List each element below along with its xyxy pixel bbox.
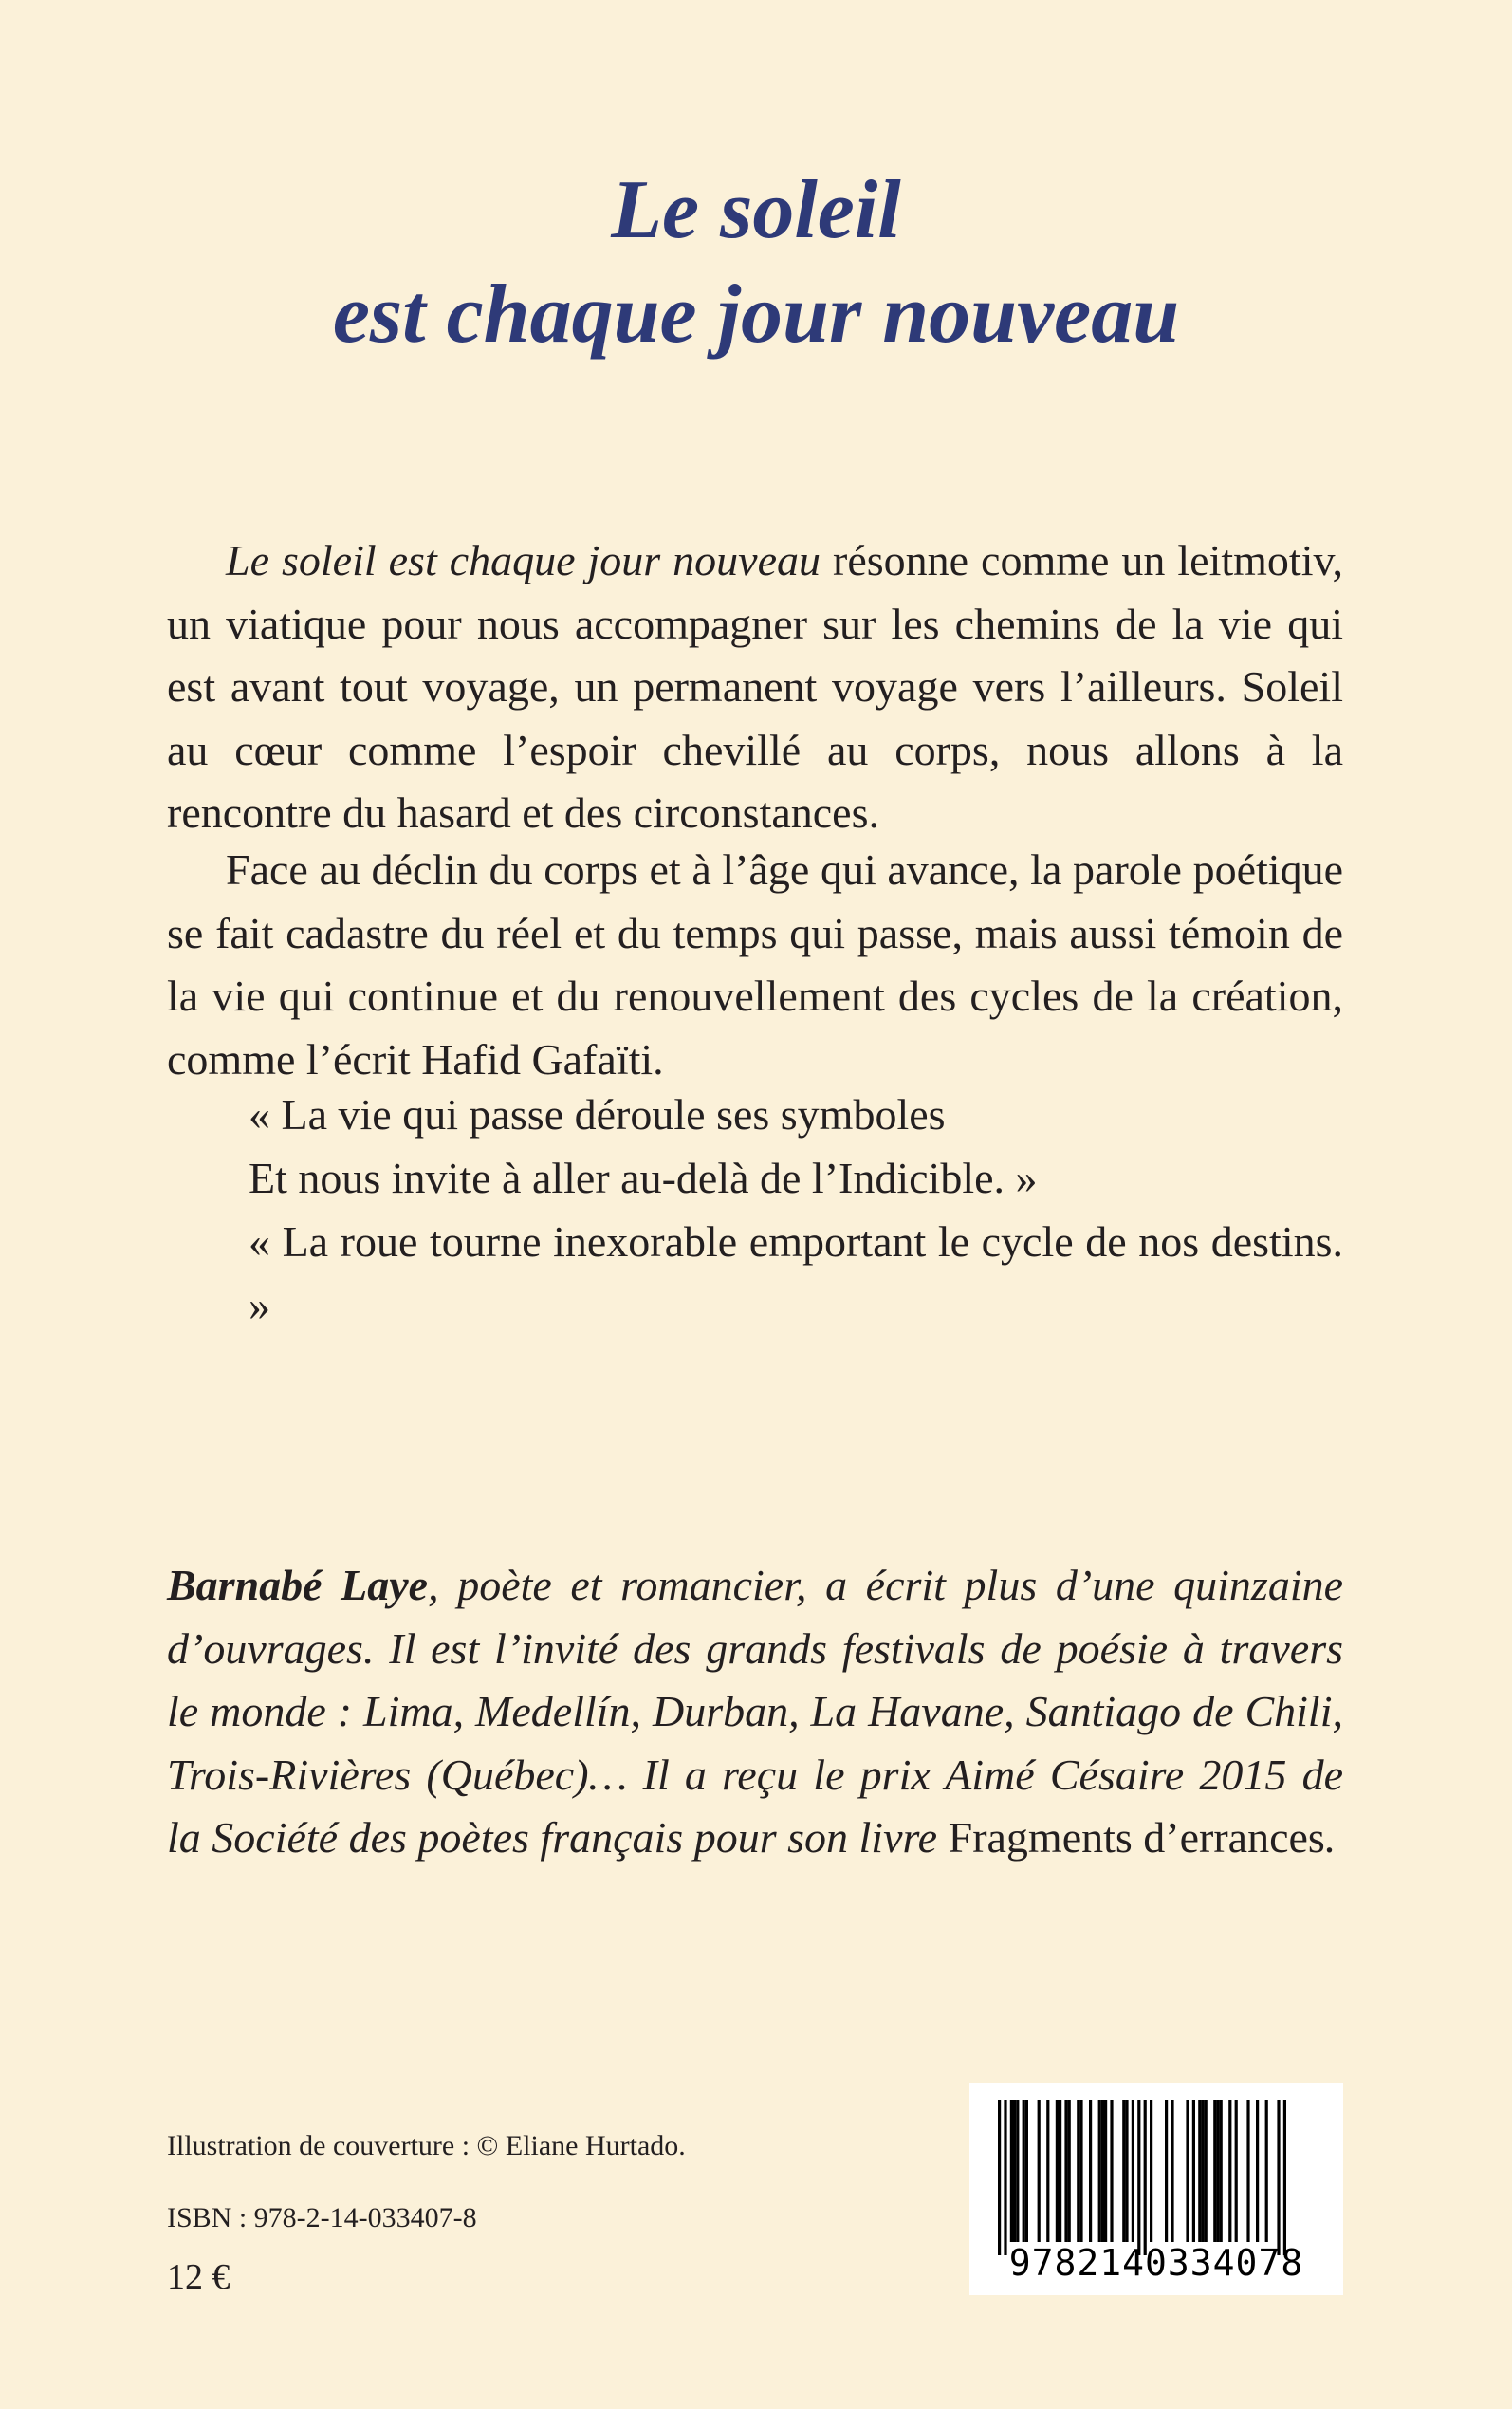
barcode-bar bbox=[1023, 2100, 1025, 2242]
barcode-guard-bar bbox=[1283, 2100, 1286, 2255]
barcode bbox=[969, 2083, 1343, 2295]
barcode-bar bbox=[1056, 2100, 1059, 2242]
barcode-bar bbox=[1201, 2100, 1204, 2242]
barcode-bar bbox=[1122, 2100, 1125, 2242]
barcode-bar bbox=[1213, 2100, 1216, 2242]
barcode-bar bbox=[1216, 2100, 1219, 2242]
barcode-bar bbox=[1198, 2100, 1201, 2242]
barcode-bar bbox=[1010, 2100, 1013, 2242]
blurb-paragraph-1 bbox=[167, 529, 1343, 876]
isbn: ISBN : 978-2-14-033407-8 bbox=[167, 2202, 477, 2233]
barcode-bar bbox=[1150, 2100, 1152, 2242]
barcode-guard-bar bbox=[1144, 2100, 1147, 2255]
barcode-bar bbox=[1079, 2100, 1082, 2242]
barcode-bar bbox=[1064, 2100, 1067, 2242]
author-book-title: Fragments d’errances bbox=[948, 1813, 1325, 1862]
barcode-bar bbox=[1220, 2100, 1223, 2242]
price: 12 € bbox=[167, 2257, 230, 2297]
barcode-bar bbox=[1192, 2100, 1195, 2242]
quote-line-2: Et nous invite à aller au-delà de l’Indicible. » bbox=[249, 1154, 1038, 1202]
barcode-bar bbox=[1104, 2100, 1107, 2242]
blurb-paragraph-1-text: résonne comme un leitmotiv, un viatique pour nous accompagner sur les chemins de la vie qui est avant tout voyage, un permanent voyage vers l’ailleurs. Soleil au cœur comme l’espoir chevillé au corps, nous allons à la rencontre du hasard et des circonstances. bbox=[167, 536, 1343, 837]
author-bio-end: . bbox=[1324, 1813, 1337, 1862]
barcode-bar bbox=[1025, 2100, 1028, 2242]
barcode-bar bbox=[1046, 2100, 1049, 2242]
barcode-bar bbox=[1171, 2100, 1173, 2242]
author-bio-text: , poète et romancier, a écrit plus d’une quinzaine d’ouvrages. Il est l’invité des grands festivals de poésie à travers le monde : Lima, Medellín, Durban, La Havane, Santiago de Chili, Trois-Rivières (Québec)… Il a reçu le prix Aimé Césaire 2015 de la Société des poètes français pour son livre bbox=[167, 1561, 1344, 1862]
blurb-paragraph-2 bbox=[167, 839, 1343, 1121]
barcode-bar bbox=[1038, 2100, 1041, 2242]
barcode-bar bbox=[1125, 2100, 1128, 2242]
barcode-guard-bar bbox=[998, 2100, 1001, 2255]
barcode-bar bbox=[1165, 2100, 1168, 2242]
barcode-bar bbox=[1186, 2100, 1189, 2242]
barcode-bar bbox=[1013, 2100, 1016, 2242]
barcode-bar bbox=[1077, 2100, 1079, 2242]
barcode-bar bbox=[1246, 2100, 1249, 2242]
barcode-bar bbox=[1235, 2100, 1238, 2242]
quote-line-3: « La roue tourne inexorable emportant le cycle de nos destins. » bbox=[249, 1217, 1343, 1329]
barcode-guard-bar bbox=[1004, 2100, 1006, 2255]
barcode-bar bbox=[1098, 2100, 1101, 2242]
barcode-bar bbox=[1110, 2100, 1113, 2242]
barcode-guard-bar bbox=[1137, 2100, 1140, 2255]
blurb-paragraph-2-text: Face au déclin du corps et à l’âge qui avance, la parole poétique se fait cadastre du réel et du temps qui passe, mais aussi témoin de la vie qui continue et du renouvellement des cycles de la création, comme l’écrit Hafid Gafaïti. bbox=[167, 845, 1343, 1084]
barcode-bar bbox=[1205, 2100, 1208, 2242]
barcode-bar bbox=[1016, 2100, 1019, 2242]
quote-line-1: « La vie qui passe déroule ses symboles bbox=[249, 1090, 946, 1139]
barcode-bar bbox=[1059, 2100, 1061, 2242]
barcode-digits: 9782140334078 bbox=[1008, 2242, 1304, 2284]
book-title-line-2: est chaque jour nouveau bbox=[332, 269, 1180, 361]
author-bio bbox=[167, 1554, 1343, 1870]
barcode-bar bbox=[1265, 2100, 1268, 2242]
barcode-bar bbox=[1089, 2100, 1092, 2242]
barcode-bar bbox=[1101, 2100, 1104, 2242]
blurb-title-mention: Le soleil est chaque jour nouveau bbox=[226, 536, 821, 584]
barcode-bar bbox=[1132, 2100, 1134, 2242]
author-name: Barnabé Laye bbox=[167, 1561, 429, 1609]
barcode-bar bbox=[1068, 2100, 1071, 2242]
book-title-line-1: Le soleil bbox=[611, 164, 901, 256]
barcode-guard-bar bbox=[1277, 2100, 1280, 2255]
illustration-credit: Illustration de couverture : © Eliane Hurtado. bbox=[167, 2130, 686, 2161]
barcode-bar bbox=[1228, 2100, 1231, 2242]
barcode-bar bbox=[1256, 2100, 1259, 2242]
